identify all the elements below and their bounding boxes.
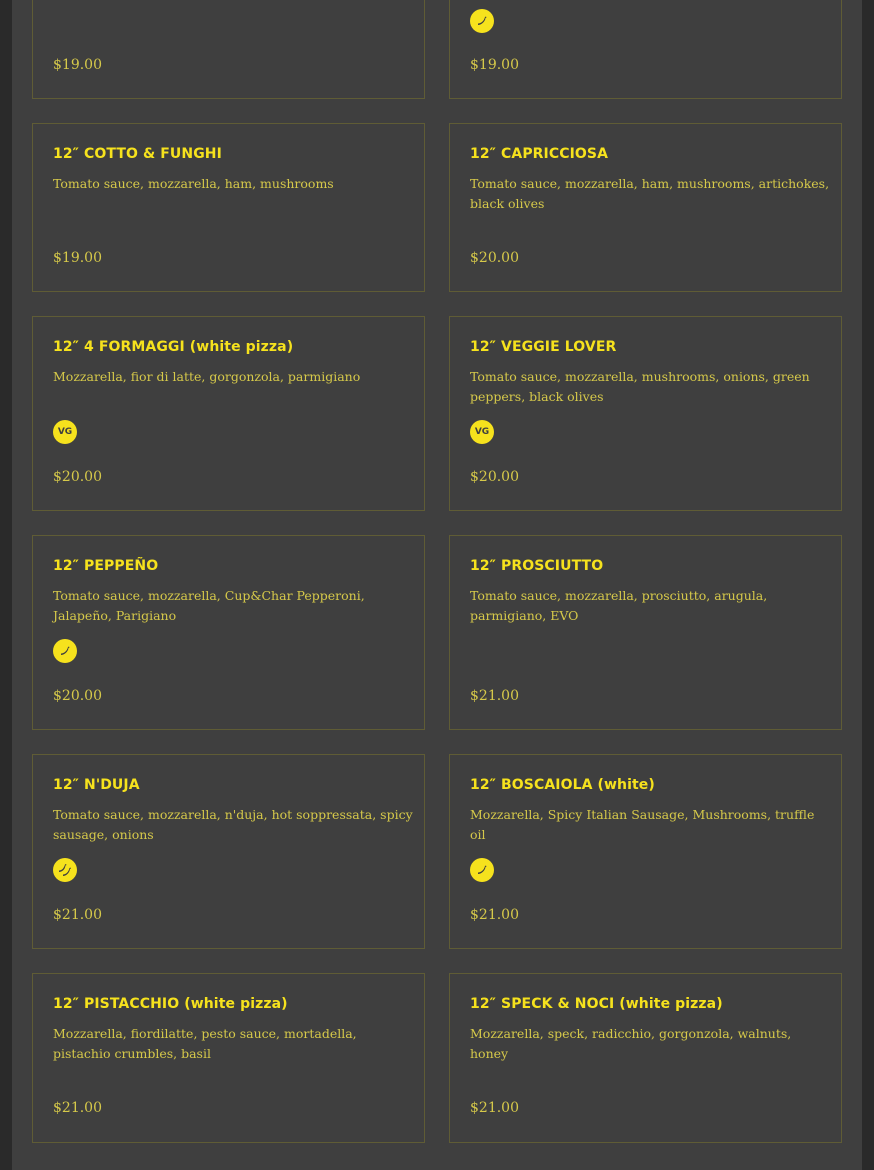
menu-item-card[interactable]	[32, 0, 425, 99]
vegetarian-icon: VG	[470, 420, 494, 444]
menu-item-card[interactable]	[32, 754, 425, 949]
item-price: $21.00	[53, 907, 102, 923]
item-title: 12″ CAPRICCIOSA	[470, 146, 609, 162]
item-price: $21.00	[470, 907, 519, 923]
chili-icon	[53, 639, 77, 663]
item-title: 12″ COTTO & FUNGHI	[53, 146, 222, 162]
item-price: $21.00	[470, 688, 519, 704]
item-description: Mozzarella, fior di latte, gorgonzola, parmigiano	[53, 369, 361, 384]
chili-icon	[470, 858, 494, 882]
item-price: $19.00	[53, 57, 102, 73]
item-title: 12″ PROSCIUTTO	[470, 558, 604, 574]
chili-icon	[470, 9, 494, 33]
item-description: Tomato sauce, mozzarella, Cup&Char Pepperoni, Jalapeño, Parigiano	[53, 588, 365, 623]
double-chili-icon	[53, 858, 77, 882]
menu-item-card[interactable]	[449, 754, 842, 949]
item-description: Tomato sauce, mozzarella, prosciutto, arugula, parmigiano, EVO	[470, 588, 768, 623]
item-price: $20.00	[470, 469, 519, 485]
menu-item-card[interactable]	[32, 973, 425, 1143]
menu-item-card[interactable]	[32, 316, 425, 511]
item-price: $19.00	[470, 57, 519, 73]
menu-item-card[interactable]	[32, 123, 425, 292]
item-description: Tomato sauce, mozzarella, ham, mushrooms, artichokes, black olives	[470, 176, 830, 211]
item-price: $21.00	[53, 1100, 102, 1116]
menu-item-card[interactable]	[449, 123, 842, 292]
item-description: Tomato sauce, mozzarella, n'duja, hot soppressata, spicy sausage, onions	[53, 807, 413, 842]
item-title: 12″ 4 FORMAGGI (white pizza)	[53, 339, 294, 355]
item-title: 12″ N'DUJA	[53, 777, 140, 793]
item-price: $21.00	[470, 1100, 519, 1116]
menu-item-card[interactable]	[449, 973, 842, 1143]
item-title: 12″ PISTACCHIO (white pizza)	[53, 996, 288, 1012]
item-title: 12″ VEGGIE LOVER	[470, 339, 617, 355]
menu-item-card[interactable]	[32, 535, 425, 730]
item-price: $20.00	[53, 469, 102, 485]
vegetarian-icon: VG	[53, 420, 77, 444]
item-description: Mozzarella, fiordilatte, pesto sauce, mortadella, pistachio crumbles, basil	[53, 1026, 357, 1061]
item-description: Tomato sauce, mozzarella, mushrooms, onions, green peppers, black olives	[470, 369, 810, 404]
menu-page	[12, 0, 862, 1170]
item-title: 12″ PEPPEÑO	[53, 558, 159, 574]
item-title: 12″ BOSCAIOLA (white)	[470, 777, 655, 793]
item-description: Mozzarella, speck, radicchio, gorgonzola, walnuts, honey	[470, 1026, 792, 1061]
item-title: 12″ SPECK & NOCI (white pizza)	[470, 996, 723, 1012]
item-price: $20.00	[470, 250, 519, 266]
menu-item-card[interactable]	[449, 316, 842, 511]
item-description: Mozzarella, Spicy Italian Sausage, Mushrooms, truffle oil	[470, 807, 815, 842]
menu-item-card[interactable]	[449, 535, 842, 730]
item-price: $20.00	[53, 688, 102, 704]
item-description: Tomato sauce, mozzarella, ham, mushrooms	[53, 176, 334, 191]
menu-item-card[interactable]	[449, 0, 842, 99]
item-price: $19.00	[53, 250, 102, 266]
